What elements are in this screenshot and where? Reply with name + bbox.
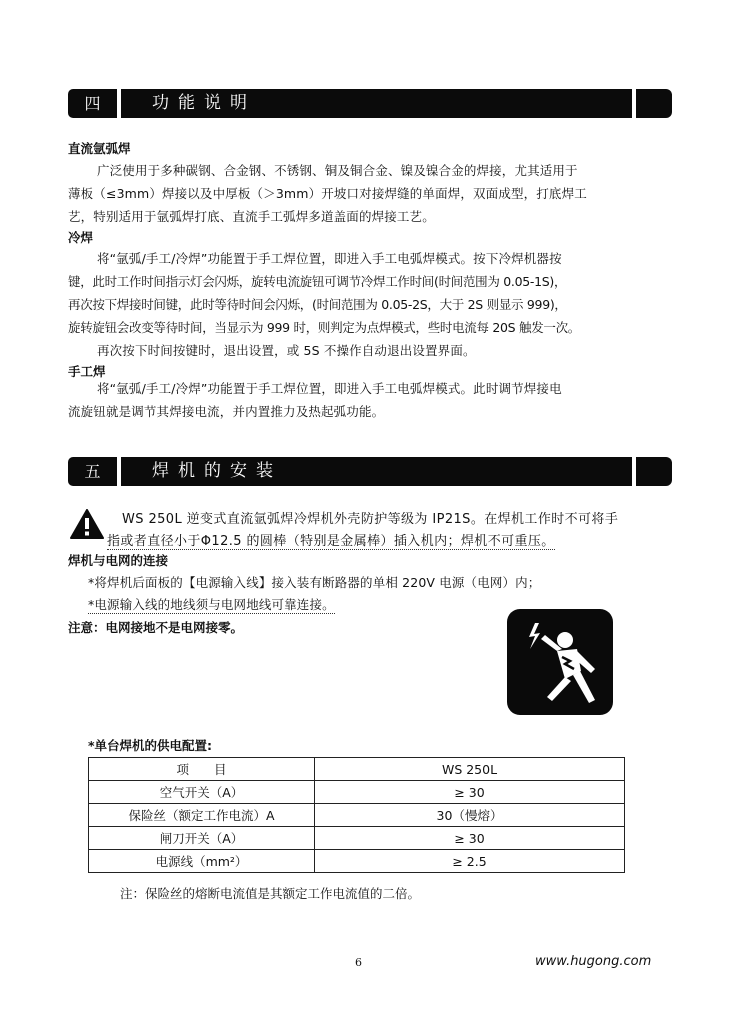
- page-number: 6: [355, 956, 362, 969]
- table-row: [89, 804, 625, 827]
- table-cell: ≥ 2.5: [315, 850, 625, 873]
- warning-text: WS 250L 逆变式直流氩弧焊冷焊机外壳防护等级为 IP21S。在焊机工作时不可将手: [122, 512, 619, 527]
- footer-url[interactable]: www.hugong.com: [535, 954, 652, 969]
- warning-text: 指或者直径小于Φ12.5 的圆棒（特别是金属棒）插入机内；焊机不可重压。: [107, 530, 555, 550]
- grid-line: *电源输入线的地线须与电网地线可靠连接。: [88, 597, 335, 612]
- table-cell: 30（慢熔）: [315, 804, 625, 827]
- table-footnote: 注：保险丝的熔断电流值是其额定工作电流值的二倍。: [120, 886, 421, 901]
- section-5-header: [68, 457, 672, 486]
- table-cell: ≥ 30: [315, 827, 625, 850]
- tig-line: 艺，特别适用于氩弧焊打底、直流手工弧焊多道盖面的焊接工艺。: [68, 209, 435, 224]
- warning-triangle-icon: [70, 509, 104, 539]
- tig-heading: 直流氩弧焊: [68, 141, 131, 156]
- tig-line: 薄板（≤3mm）焊接以及中厚板（＞3mm）开坡口对接焊缝的单面焊，双面成型，打底焊工: [68, 186, 587, 201]
- manual-line: 流旋钮就是调节其焊接电流，并内置推力及热起弧功能。: [68, 404, 385, 419]
- cold-heading: 冷焊: [68, 230, 94, 245]
- header-cell: WS 250L: [315, 758, 625, 781]
- section-number: 四: [68, 89, 117, 118]
- table-cell: 闸刀开关（A）: [89, 827, 315, 850]
- cold-line: 将“氩弧/手工/冷焊”功能置于手工焊位置，即进入手工电弧焊模式。按下冷焊机器按: [97, 251, 562, 266]
- grid-note: 注意：电网接地不是电网接零。: [68, 620, 244, 635]
- tig-line: 广泛使用于多种碳钢、合金钢、不锈钢、铜及铜合金、镍及镍合金的焊接，尤其适用于: [97, 163, 578, 178]
- section-title: 焊机的安装: [121, 457, 632, 486]
- cold-line: 旋转旋钮会改变等待时间，当显示为 999 时，则判定为点焊模式，些时电流每 20S 触发一次。: [68, 320, 580, 335]
- manual-line: 将“氩弧/手工/冷焊”功能置于手工焊位置，即进入手工电弧焊模式。此时调节焊接电: [97, 381, 562, 396]
- table-row: [89, 781, 625, 804]
- grid-line: *将焊机后面板的【电源输入线】接入装有断路器的单相 220V 电源（电网）内；: [88, 575, 541, 590]
- table-caption: *单台焊机的供电配置:: [88, 738, 213, 753]
- section-title: 功能说明: [121, 89, 632, 118]
- section-4-header: [68, 89, 672, 118]
- grid-heading: 焊机与电网的连接: [68, 553, 169, 568]
- cold-line: 键，此时工作时间指示灯会闪烁，旋转电流旋钮可调节冷焊工作时间(时间范围为 0.05-1S)，: [68, 274, 567, 289]
- cold-line: 再次按下时间按键时，退出设置，或 5S 不操作自动退出设置界面。: [97, 343, 476, 358]
- table-row: [89, 827, 625, 850]
- electric-shock-icon: [507, 609, 613, 715]
- power-config-table: [88, 757, 625, 873]
- table-cell: ≥ 30: [315, 781, 625, 804]
- section-number: 五: [68, 457, 117, 486]
- header-cell: 项 目: [89, 758, 315, 781]
- table-header-row: [89, 758, 625, 781]
- manual-heading: 手工焊: [68, 364, 106, 379]
- cold-line: 再次按下焊接时间键，此时等待时间会闪烁，(时间范围为 0.05-2S，大于 2S 则显示 999)，: [68, 297, 567, 312]
- table-cell: 保险丝（额定工作电流）A: [89, 804, 315, 827]
- table-cell: 空气开关（A）: [89, 781, 315, 804]
- table-row: [89, 850, 625, 873]
- table-cell: 电源线（mm²）: [89, 850, 315, 873]
